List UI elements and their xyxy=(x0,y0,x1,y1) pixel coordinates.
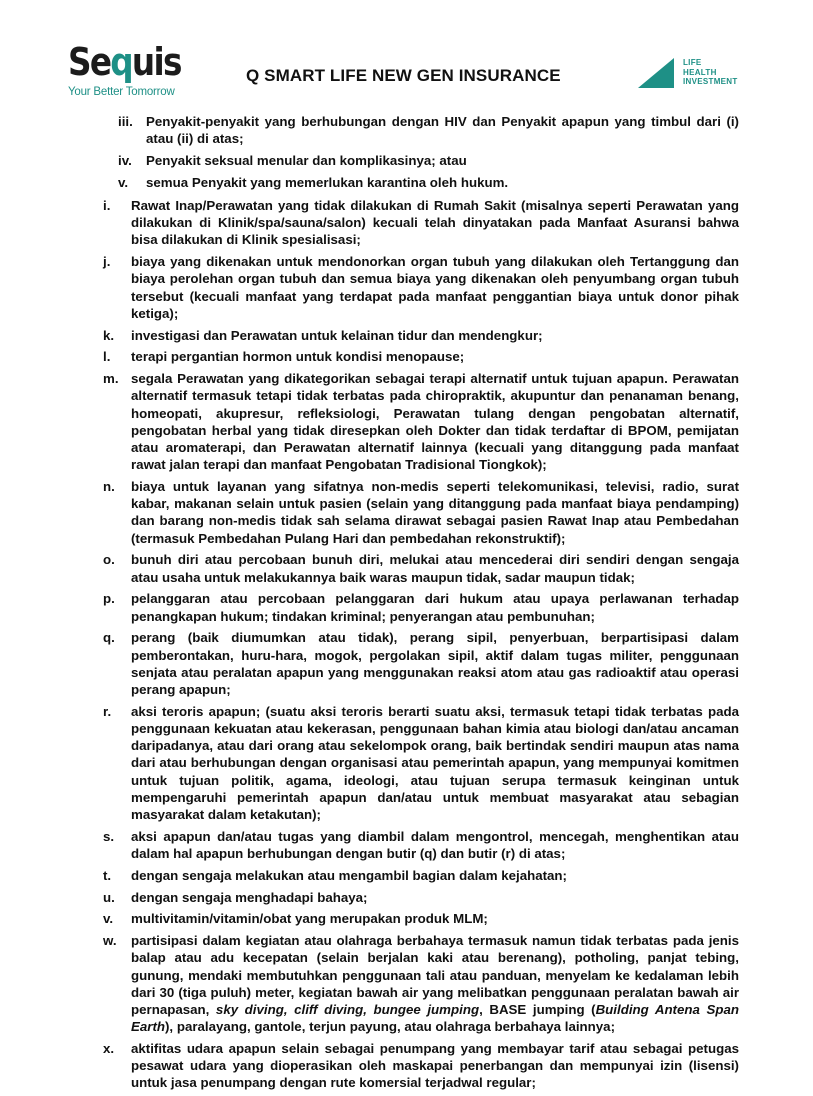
life-health-investment-badge xyxy=(638,58,758,92)
item-marker: o. xyxy=(103,552,115,568)
item-text: Rawat Inap/Perawatan yang tidak dilakukan di Rumah Sakit (misalnya seperti Perawatan yang dilakukan di Klinik/spa/sauna/salon) kecuali telah dinyatakan pada Manfaat Asuransi bahwa bisa dilakukan di Klinik spesialisasi; xyxy=(131,198,739,248)
item-text: dengan sengaja melakukan atau mengambil bagian dalam kejahatan; xyxy=(131,867,567,883)
sub-list-item xyxy=(103,174,739,191)
item-marker: s. xyxy=(103,828,115,844)
item-marker: k. xyxy=(103,327,115,343)
item-marker: r. xyxy=(103,703,112,719)
item-marker: i. xyxy=(103,198,111,213)
badge-text xyxy=(683,58,738,87)
list-item xyxy=(103,253,739,322)
sub-list-item xyxy=(103,152,739,169)
item-text: dengan sengaja menghadapi bahaya; xyxy=(131,889,368,905)
item-marker: p. xyxy=(103,591,115,607)
item-text: pelanggaran atau percobaan pelanggaran dari hukum atau upaya perlawanan terhadap penangkapan hukum; tindakan kriminal; penyerangan atau pembunuhan; xyxy=(131,591,739,624)
item-text: semua Penyakit yang memerlukan karantina oleh hukum. xyxy=(146,174,509,190)
list-item xyxy=(103,703,739,823)
item-text: partisipasi dalam kegiatan atau olahraga berbahaya termasuk namun tidak terbatas pada jenis balap atau adu kecepatan (selain berjalan kaki atau berenang), potholing, panjat tebing, gunung, mendaki membutuhkan penggunaan tali atau panduan, menyelam ke kedalaman lebih dari 30 (tiga puluh) meter, kegiatan bawah air yang melibatkan penggunaan peralatan bawah air pernapasan, xyxy=(131,933,739,1018)
item-marker: q. xyxy=(103,630,115,646)
logo-text-q: q xyxy=(110,40,132,84)
item-text: biaya untuk layanan yang sifatnya non-medis seperti telekomunikasi, televisi, radio, surat kabar, makanan selain untuk pasien (selain yang ditanggung pada manfaat biaya pendamping) dan barang non-medis tidak sah selama dirawat sebagai pasien Rawat Inap atau Pembedahan (termasuk Pembedahan Pulang Hari dan pembedahan rekonstruktif); xyxy=(131,479,739,546)
sequis-logo xyxy=(68,42,199,98)
list-item xyxy=(103,478,739,547)
item-marker: n. xyxy=(103,479,115,495)
item-text: perang (baik diumumkan atau tidak), perang sipil, penyerbuan, berpartisipasi dalam pemberontakan, huru-hara, mogok, pergolakan sipil, aktif dalam tugas militer, penggunaan senjata atau peralatan apapun yang menggunakan reaksi atom atau gas radioaktif atau operasi perang apapun; xyxy=(131,630,739,698)
list-item xyxy=(103,370,739,473)
item-text: , BASE jumping ( xyxy=(479,1002,596,1018)
list-item xyxy=(103,1040,739,1092)
list-item xyxy=(103,590,739,624)
item-text-italic: Building Antena Span Earth xyxy=(131,1002,739,1035)
item-marker: v. xyxy=(118,174,129,190)
badge-line-investment: INVESTMENT xyxy=(683,77,738,86)
list-item xyxy=(103,828,739,862)
item-text: aksi apapun dan/atau tugas yang diambil dalam mengontrol, mencegah, menghentikan atau dalam hal apapun berhubungan dengan butir (q) dan butir (r) di atas; xyxy=(131,828,739,862)
item-text-italic: sky diving, cliff diving, bungee jumping xyxy=(215,1002,480,1018)
item-marker: w. xyxy=(103,933,117,949)
page-header xyxy=(0,0,813,110)
item-text: Penyakit-penyakit yang berhubungan dengan HIV dan Penyakit apapun yang timbul dari (i) atau (ii) di atas; xyxy=(146,114,739,147)
list-item xyxy=(103,867,739,884)
item-text: biaya yang dikenakan untuk mendonorkan organ tubuh yang dilakukan oleh Tertanggung dan biaya perolehan organ tubuh dan semua biaya yang dikenakan oleh penyumbang organ tubuh tersebut (kecuali manfaat yang terdapat pada manfaat penggantian biaya untuk donor pihak ketiga); xyxy=(131,254,739,321)
badge-line-life: LIFE xyxy=(683,58,702,67)
badge-line-health: HEALTH xyxy=(683,67,717,77)
list-item xyxy=(103,348,739,365)
exclusions-list xyxy=(103,113,739,1096)
list-item xyxy=(103,629,739,698)
item-text: aktifitas udara apapun selain sebagai penumpang yang membayar tarif atau sebagai petugas pesawat udara yang dioperasikan oleh maskapai penerbangan dan mempunyai izin (lisensi) untuk jasa penumpang dengan rute komersial terjadwal regular; xyxy=(131,1041,739,1091)
item-marker: t. xyxy=(103,867,112,883)
item-marker: l. xyxy=(103,349,111,365)
item-marker: x. xyxy=(103,1041,115,1057)
item-text: segala Perawatan yang dikategorikan sebagai terapi alternatif untuk tujuan apapun. Perawatan alternatif termasuk tetapi tidak terbatas pada chiropraktik, akupuntur dan penanaman benang, homeopati, akupresur, refleksiologi, Perawatan tulang dengan pengobatan alternatif, pengobatan herbal yang tidak diresepkan oleh Dokter dan tidak terdaftar di BPOM, pemijatan atau aromaterapi, dan Perawatan alternatif lainnya (kecuali yang ditanggung pada manfaat rawat jalan terapi dan manfaat Pengobatan Tradisional Tiongkok); xyxy=(131,371,739,473)
item-marker: v. xyxy=(103,911,114,927)
item-text: Penyakit seksual menular dan komplikasinya; atau xyxy=(146,153,467,168)
list-item xyxy=(103,327,739,344)
item-marker: iv. xyxy=(118,153,132,168)
item-marker: m. xyxy=(103,371,119,387)
list-item xyxy=(103,197,739,249)
item-text: terapi pergantian hormon untuk kondisi menopause; xyxy=(131,349,465,365)
item-marker: u. xyxy=(103,889,115,905)
item-marker: iii. xyxy=(118,114,133,129)
item-text: bunuh diri atau percobaan bunuh diri, melukai atau mencederai diri sendiri dengan sengaja atau usaha untuk melakukannya baik waras maupun tidak, sadar maupun tidak; xyxy=(131,552,739,585)
logo-text-post: uis xyxy=(131,40,181,84)
list-item xyxy=(103,889,739,906)
sub-list-item xyxy=(103,113,739,147)
logo-wordmark xyxy=(68,42,181,82)
document-title: Q SMART LIFE NEW GEN INSURANCE xyxy=(246,66,561,85)
list-item xyxy=(103,551,739,585)
item-marker: j. xyxy=(103,254,111,270)
logo-tagline: Your Better Tomorrow xyxy=(68,86,175,98)
item-text: multivitamin/vitamin/obat yang merupakan produk MLM; xyxy=(131,911,488,927)
list-item xyxy=(103,932,739,1035)
item-text: investigasi dan Perawatan untuk kelainan tidur dan mendengkur; xyxy=(131,327,543,343)
list-item xyxy=(103,910,739,927)
logo-text-pre: Se xyxy=(68,40,111,84)
item-text: aksi teroris apapun; (suatu aksi teroris berarti suatu aksi, termasuk tetapi tidak terbatas pada penggunaan kekuatan atau kekerasan, penggunaan bahan kimia atau biologi dan/atau ancaman daripadanya, atau dari orang atau sekelompok orang, baik bertindak sendiri maupun atas nama dari atau berhubungan dengan organisasi atau pemerintah apapun, yang mempunyai komitmen untuk tujuan politik, agama, ideologi, atau tujuan serupa termasuk keinginan untuk mempengaruhi pemerintah apapun dan/atau untuk membuat masyarakat atau sebagian masyarakat dalam ketakutan); xyxy=(131,703,739,823)
item-text: ), paralayang, gantole, terjun payung, atau olahraga berbahaya lainnya; xyxy=(165,1019,615,1035)
triangle-icon xyxy=(638,58,674,88)
